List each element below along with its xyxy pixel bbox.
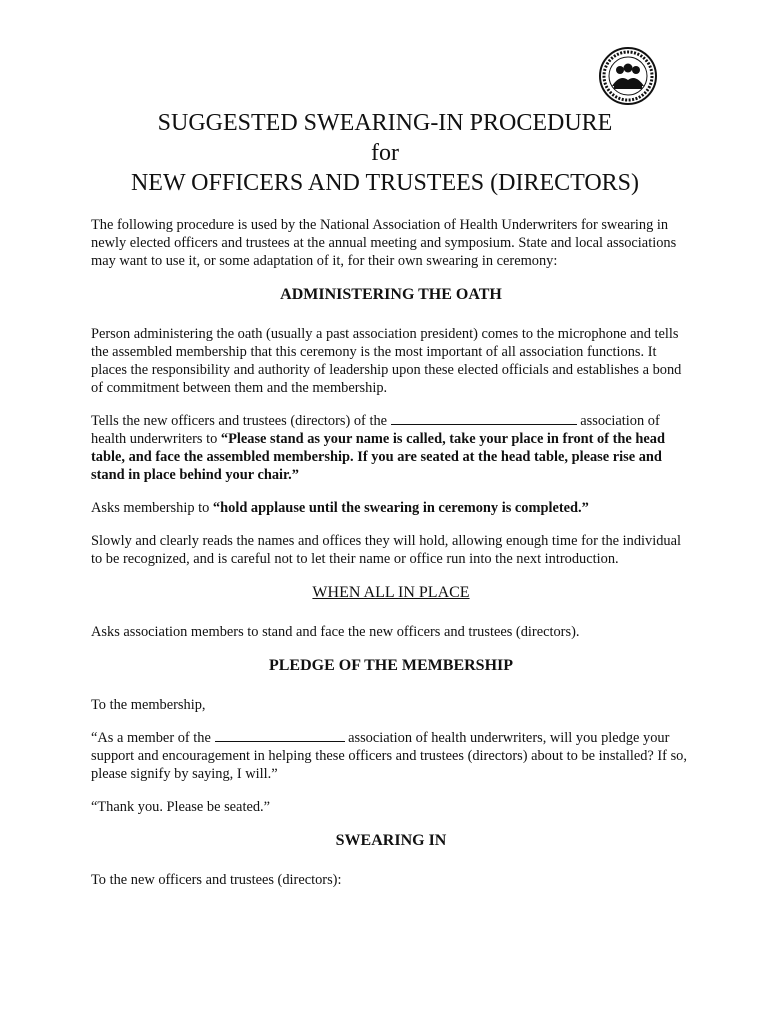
administering-paragraph-2 (91, 412, 691, 484)
title-line-3: NEW OFFICERS AND TRUSTEES (DIRECTORS) (130, 170, 640, 196)
when-all-paragraph: Asks association members to stand and face the new officers and trustees (directors). (91, 624, 580, 640)
intro-paragraph: The following procedure is used by the National Association of Health Underwriters for swearing in newly elected officers and trustees at the annual meeting and symposium. State and local associations may want to use it, or some adaptation of it, for their own swearing in ceremony: (91, 217, 677, 269)
heading-when-all-in-place: WHEN ALL IN PLACE (312, 584, 470, 601)
administering-p2-instruction: “Please stand as your name is called, take your place in front of the head table, and face the assembled membership. If you are seated at the head table, please rise and stand in place behind your chair.” (91, 431, 665, 483)
title-line-2: for (371, 140, 399, 166)
administering-paragraph-4: Slowly and clearly reads the names and offices they will hold, allowing enough time for the individual to be recognized, and is careful not to let their name or office run into the next introduction. (91, 533, 682, 567)
administering-paragraph-3 (91, 499, 691, 517)
administering-p2-mid: association of health underwriters to (91, 413, 660, 447)
association-seal-icon (598, 46, 658, 106)
swearing-paragraph-1: To the new officers and trustees (directors): (91, 872, 342, 888)
administering-p3-instruction: “hold applause until the swearing in ceremony is completed.” (212, 500, 589, 516)
association-name-blank (391, 412, 577, 425)
pledge-paragraph-3: “Thank you. Please be seated.” (91, 799, 271, 815)
administering-paragraph-1: Person administering the oath (usually a past association president) comes to the microphone and tells the assembled membership that this ceremony is the most important of all association functions. It places the responsibility and authority of leadership upon these elected officials and establishes a bond of commitment between them and the membership. (91, 326, 682, 396)
heading-administering-oath: ADMINISTERING THE OATH (280, 286, 502, 303)
pledge-paragraph-1: To the membership, (91, 697, 206, 713)
document-title (0, 108, 770, 198)
pledge-p2-post: association of health underwriters, will you pledge your support and encouragement in helping these officers and trustees (directors) about to be installed? If so, please signify by saying, I will.” (91, 730, 687, 782)
administering-p2-pre: Tells the new officers and trustees (directors) of the (91, 413, 388, 429)
heading-pledge-of-membership: PLEDGE OF THE MEMBERSHIP (268, 657, 514, 674)
administering-p3-pre: Asks membership to (91, 500, 213, 516)
title-line-1: SUGGESTED SWEARING-IN PROCEDURE (157, 110, 613, 136)
heading-swearing-in: SWEARING IN (335, 832, 447, 849)
pledge-association-blank (215, 729, 345, 742)
document-body (91, 216, 691, 904)
pledge-p2-pre: “As a member of the (91, 730, 211, 746)
pledge-paragraph-2 (91, 729, 691, 783)
